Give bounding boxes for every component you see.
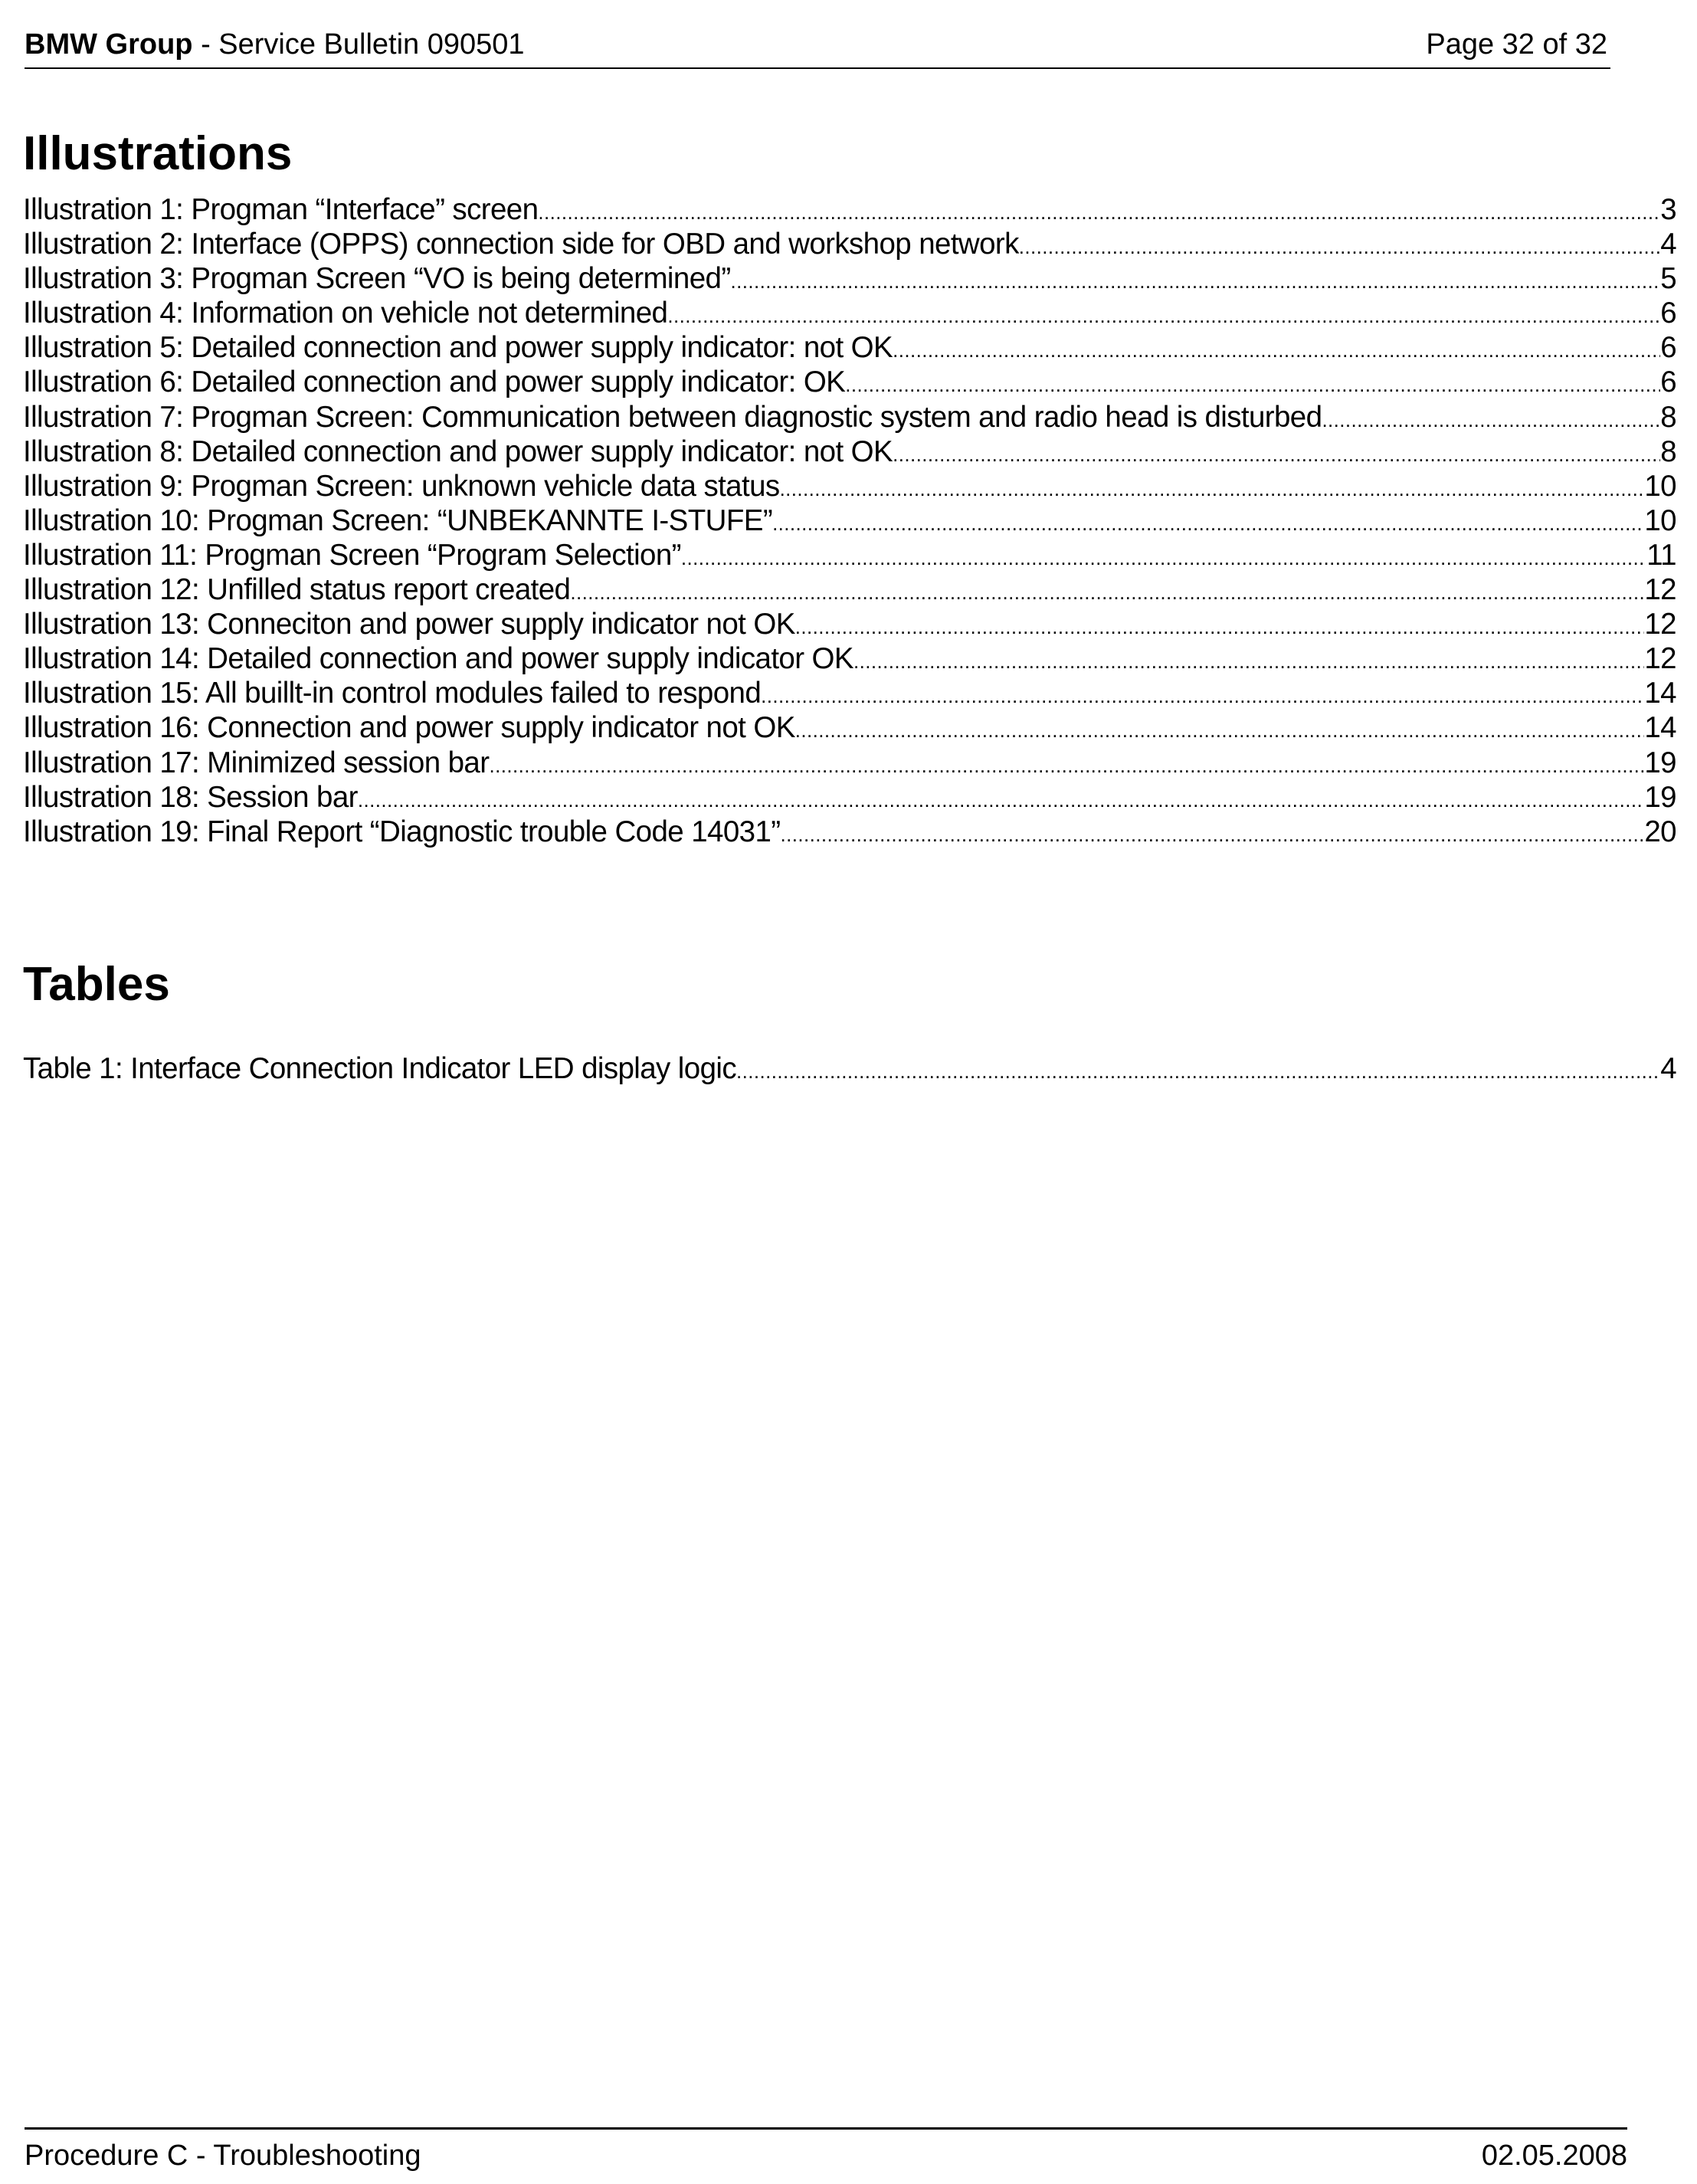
illustration-entry-page: 5 [1660,262,1676,296]
illustration-entry-label: Illustration 10: Progman Screen: “UNBEKANNTE I-STUFE” [23,503,773,537]
illustration-entry-label: Illustration 18: Session bar [23,780,358,814]
page-number: Page 32 of 32 [1426,28,1607,61]
dot-leader [731,264,1661,299]
dot-leader [489,749,1644,783]
page-header [25,28,1610,69]
dot-leader [893,333,1660,368]
illustration-entry-page: 12 [1644,573,1676,607]
illustration-entry-page: 14 [1644,677,1676,710]
illustration-entry-page: 12 [1644,642,1676,676]
tables-heading: Tables [23,958,170,1011]
dot-leader [681,541,1646,576]
dot-leader [772,507,1644,541]
illustration-entry[interactable] [23,261,1676,296]
illustration-entry-page: 8 [1660,435,1676,468]
illustration-entry[interactable] [23,503,1676,538]
illustration-entry-label: Illustration 1: Progman “Interface” screen [23,193,539,226]
illustration-entry-label: Illustration 15: All buillt-in control modules failed to respond [23,677,762,710]
illustration-entry-page: 6 [1660,331,1676,365]
illustration-entry[interactable] [23,330,1676,365]
dot-leader [538,195,1660,230]
illustration-entry-page: 6 [1660,297,1676,330]
illustration-entry-label: Illustration 7: Progman Screen: Communication between diagnostic system and radio head is disturbed [23,400,1322,434]
footer-date: 02.05.2008 [1481,2140,1627,2172]
illustration-entry[interactable] [23,641,1676,676]
illustration-entry[interactable] [23,227,1676,261]
illustration-entry-page: 10 [1644,469,1676,503]
footer-title: Procedure C - Troubleshooting [25,2140,421,2172]
table-entry[interactable] [23,1051,1676,1086]
illustration-entry-page: 6 [1660,366,1676,399]
dot-leader [780,472,1645,507]
header-title: - Service Bulletin 090501 [192,28,525,61]
illustration-entry-page: 10 [1644,503,1676,537]
illustration-entry[interactable] [23,296,1676,330]
illustration-entry-label: Illustration 11: Progman Screen “Program Selection” [23,538,681,572]
illustration-entry-label: Illustration 9: Progman Screen: unknown vehicle data status [23,469,780,503]
illustrations-list [23,192,1676,849]
illustration-entry-page: 11 [1646,538,1676,572]
tables-list [23,1051,1676,1086]
illustration-entry-label: Illustration 8: Detailed connection and power supply indicator: not OK [23,435,893,468]
illustration-entry[interactable] [23,780,1676,815]
illustration-entry-page: 4 [1660,228,1676,261]
dot-leader [570,576,1644,610]
illustration-entry-label: Illustration 17: Minimized session bar [23,746,490,779]
illustration-entry-label: Illustration 12: Unfilled status report created [23,573,571,607]
illustration-entry-label: Illustration 4: Information on vehicle not determined [23,297,668,330]
illustration-entry-page: 12 [1644,608,1676,641]
illustration-entry[interactable] [23,435,1676,469]
dot-leader [358,783,1644,818]
table-entry-page: 4 [1660,1052,1676,1085]
illustration-entry-label: Illustration 13: Conneciton and power supply indicator not OK [23,608,795,641]
illustration-entry-page: 19 [1644,746,1676,779]
dot-leader [845,368,1660,402]
illustration-entry[interactable] [23,192,1676,227]
illustration-entry[interactable] [23,815,1676,849]
illustration-entry-label: Illustration 19: Final Report “Diagnostic trouble Code 14031” [23,815,781,848]
illustrations-heading: Illustrations [23,127,293,180]
illustration-entry-label: Illustration 16: Connection and power supply indicator not OK [23,711,795,745]
dot-leader [780,818,1644,852]
illustration-entry[interactable] [23,538,1676,572]
dot-leader [893,438,1660,472]
illustration-entry-page: 14 [1644,711,1676,745]
dot-leader [736,1054,1660,1089]
dot-leader [795,610,1645,644]
dot-leader [761,679,1644,713]
dot-leader [853,644,1644,679]
illustration-entry[interactable] [23,469,1676,503]
illustration-entry-label: Illustration 2: Interface (OPPS) connection side for OBD and workshop network [23,228,1019,261]
illustration-entry-page: 8 [1660,400,1676,434]
illustration-entry[interactable] [23,400,1676,435]
illustration-entry-label: Illustration 14: Detailed connection and power supply indicator OK [23,642,853,676]
illustration-entry[interactable] [23,676,1676,710]
dot-leader [795,713,1645,748]
illustration-entry-label: Illustration 6: Detailed connection and power supply indicator: OK [23,366,846,399]
header-brand: BMW Group [25,28,193,61]
illustration-entry-page: 19 [1644,780,1676,814]
dot-leader [1322,403,1660,438]
illustration-entry[interactable] [23,572,1676,607]
illustration-entry-page: 3 [1660,193,1676,226]
illustration-entry-page: 20 [1644,815,1676,848]
dot-leader [667,299,1660,333]
dot-leader [1019,230,1660,264]
illustration-entry[interactable] [23,607,1676,641]
page-footer [25,2127,1627,2173]
illustration-entry[interactable] [23,710,1676,745]
illustration-entry-label: Illustration 3: Progman Screen “VO is being determined” [23,262,731,296]
illustration-entry[interactable] [23,365,1676,399]
illustration-entry-label: Illustration 5: Detailed connection and power supply indicator: not OK [23,331,893,365]
illustration-entry[interactable] [23,746,1676,780]
table-entry-label: Table 1: Interface Connection Indicator LED display logic [23,1052,736,1085]
